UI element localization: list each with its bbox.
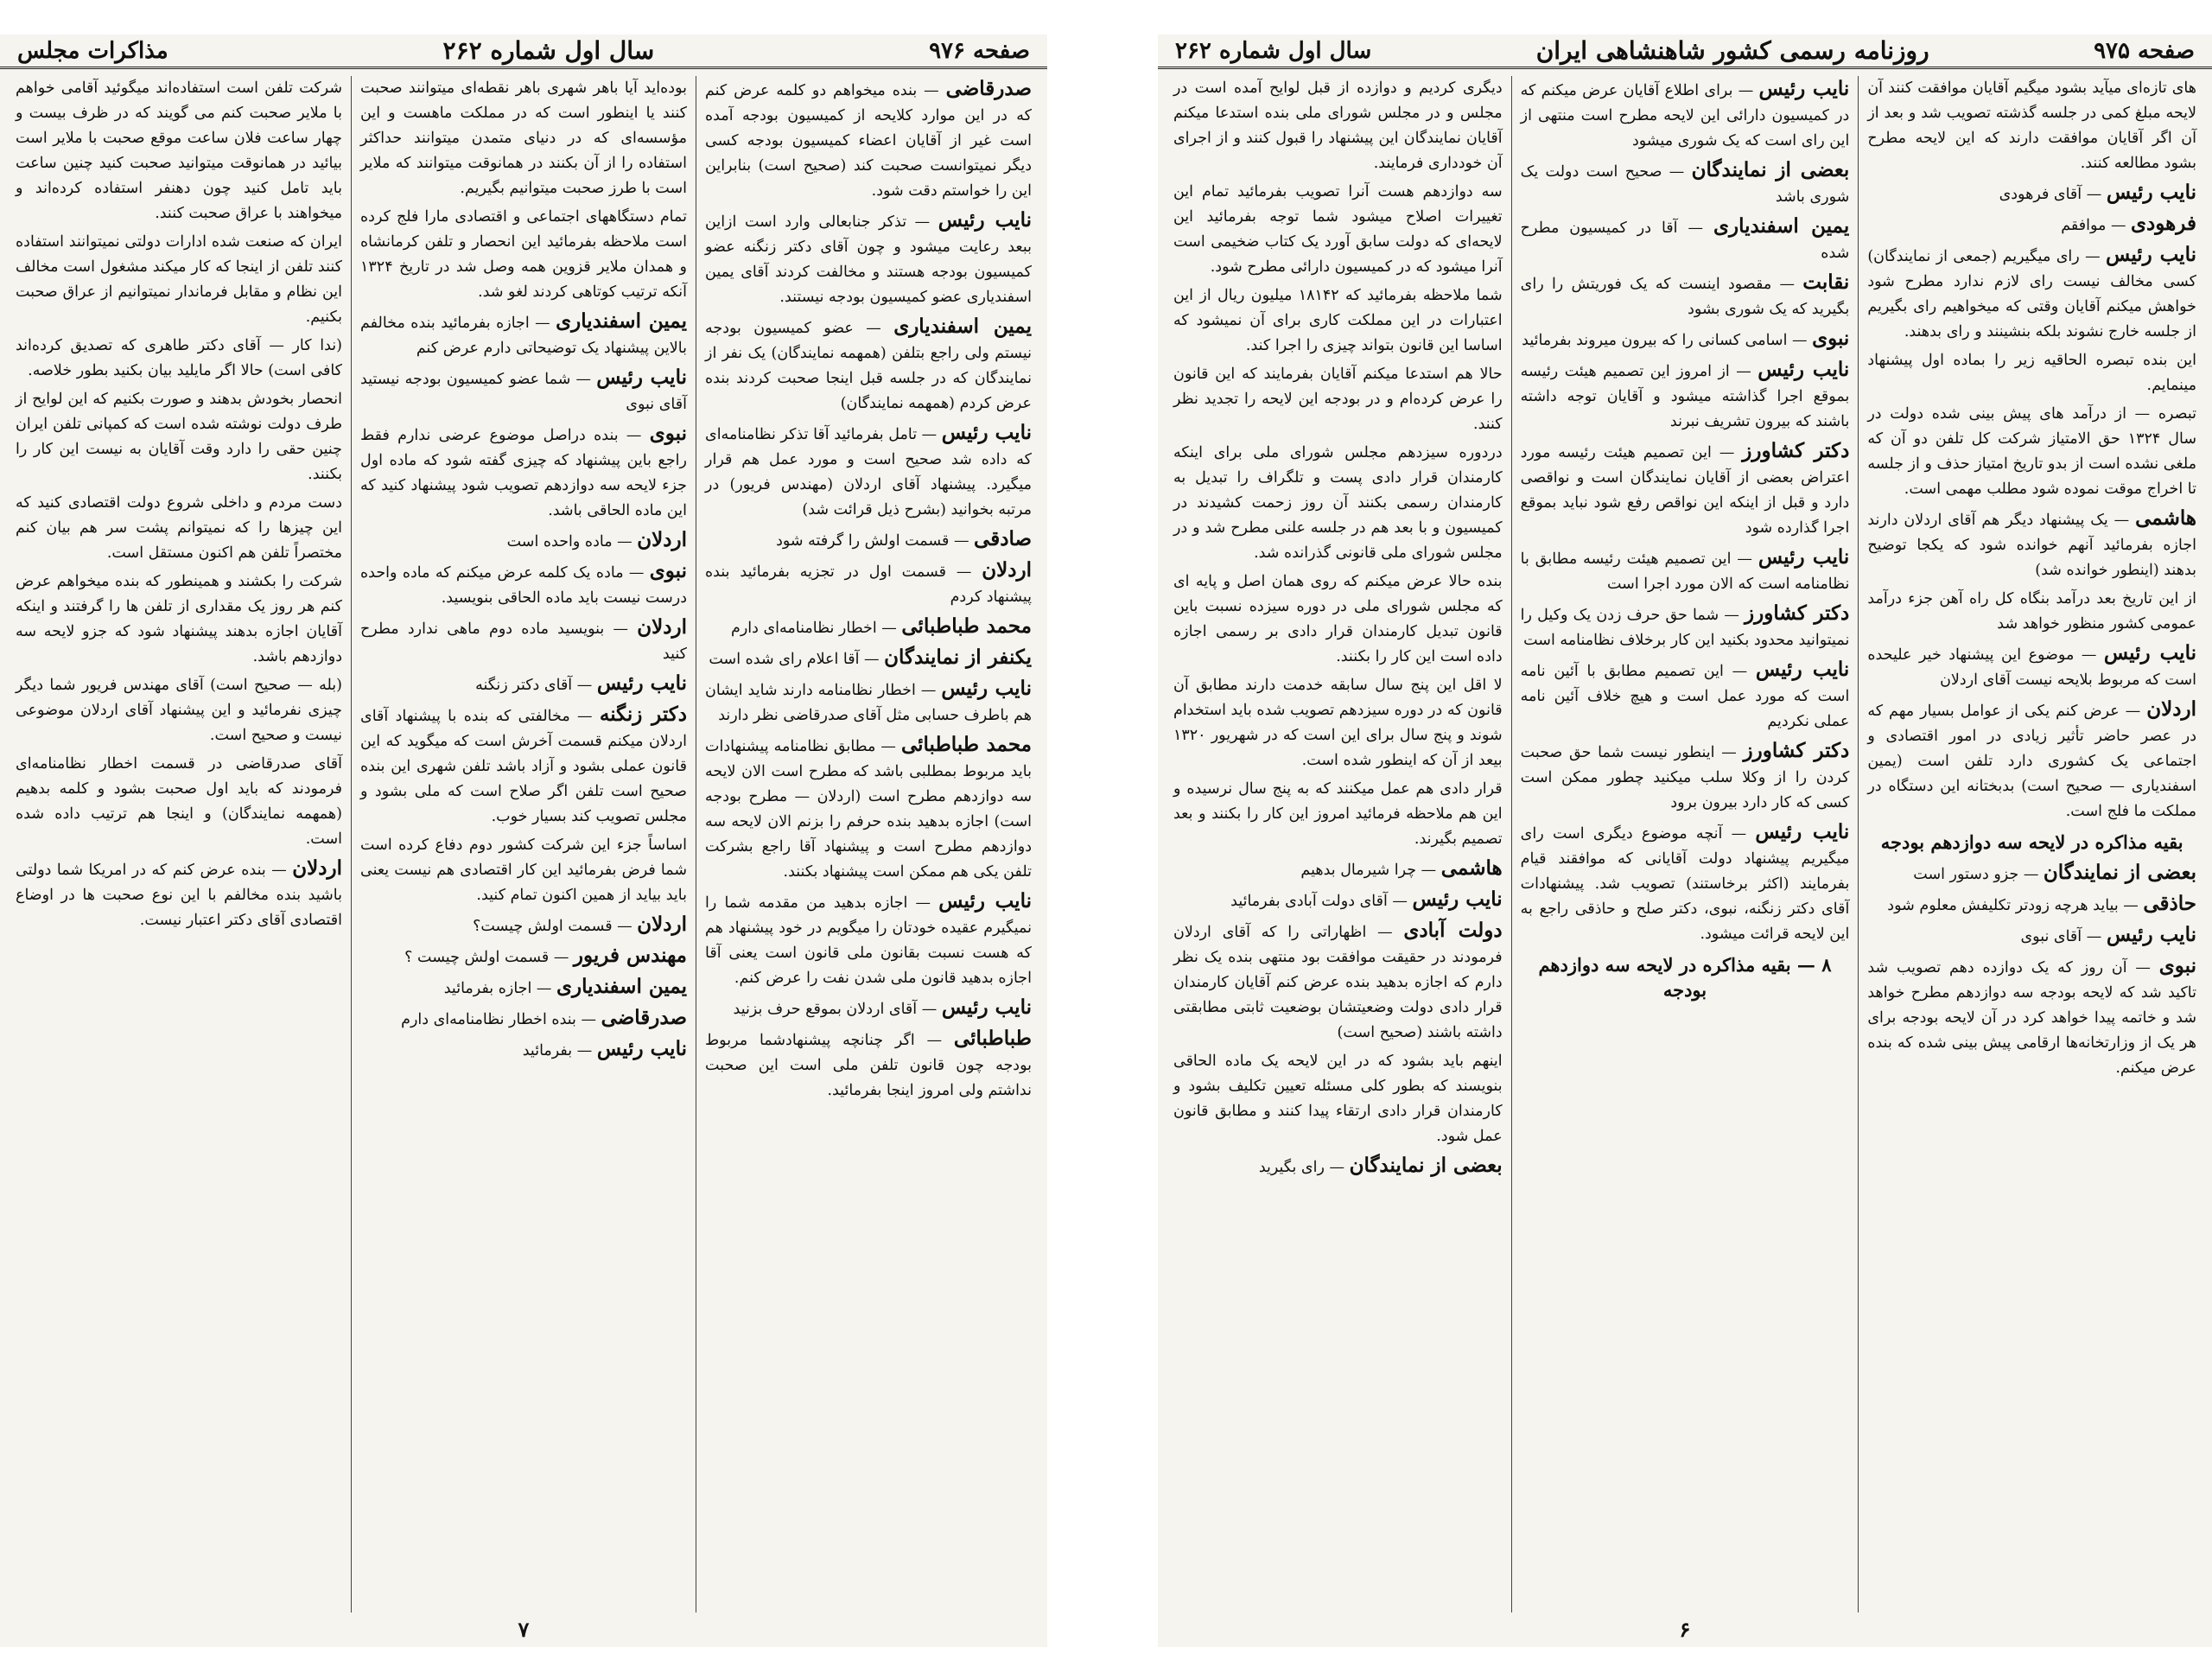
speaker-name: نایب رئیس: [596, 1037, 687, 1060]
speech-text: — بنده اخطار نظامنامه‌ای دارم: [401, 1011, 596, 1028]
speech-paragraph: [705, 995, 1032, 1022]
speech-paragraph: [705, 676, 1032, 728]
speech-text: — تامل بفرمائید آقا تذکر نظامنامه‌ای که داده شد صحیح است و مورد عمل هم قرار میگیرد. پیشنهاد آقای اردلان (مهندس فریور) در مرتبه بخوانید (بشرح ذیل قرائت شد): [705, 426, 1032, 518]
speech-paragraph: [1867, 860, 2196, 887]
speech-text: — آقای فرهودی: [1999, 186, 2102, 203]
speech-paragraph: [360, 614, 687, 667]
speech-paragraph: [360, 912, 687, 939]
speech-text: ایران که صنعت شده ادارات دولتی نمیتوانند استفاده کنند تلفن از اینجا که کار میکند مشغول است مخالف این نظام و مقابل فرماندار نمیتوانیم از عراق صحبت بکنیم.: [16, 233, 342, 326]
speech-paragraph: [360, 365, 687, 417]
speech-paragraph: [1867, 76, 2196, 176]
speech-text: — آقای اردلان بموقع حرف بزنید: [733, 1001, 938, 1018]
speech-text: لا اقل این پنج سال سابقه خدمت دارند مطابق آن قانون که در دوره سیزدهم تصویب شده باید استخدام شوند و پنج سال برای این است که در شهریور ۱۳۲۰ بیعد از آن که اینطور شده است.: [1173, 677, 1503, 769]
speech-text: — بنده میخواهم دو کلمه عرض کنم که در این موارد کلایحه از کمیسیون بودجه آمده است غیر از آقایان اعضاء کمیسیون بودجه کسی دیگر نمیتوانست صحبت کند (صحیح است) بنابراین این را خواستم دقت شود.: [705, 82, 1032, 200]
header-center-text: روزنامه رسمی کشور شاهنشاهی ایران: [1535, 36, 1929, 65]
speech-text: حالا هم استدعا میکنم آقایان بفرمایند که این قانون را عرض کرده‌ام و در بودجه این لایحه را تجدید نظر کنند.: [1173, 366, 1503, 433]
speech-text: — این تصمیم مطابق با آئین نامه است که مورد عمل است و هیچ خلاف آئین نامه عملی نکردیم: [1520, 663, 1850, 730]
speech-text: — از امروز این تصمیم هیئت رئیسه بموقع اجرا گذاشته میشود و آقایان توجه داشته باشند که بیرون تشریف نبرند: [1520, 363, 1850, 430]
speaker-name: نبوی: [649, 422, 687, 445]
speaker-name: نقابت: [1802, 270, 1850, 294]
speech-text: — اجازه بفرمائید بنده مخالفم بالاین پیشنهاد یک توضیحاتی دارم عرض کنم: [360, 315, 687, 357]
text-column: [1858, 76, 2205, 1613]
speech-text: — مقصود اینست که یک فوریتش را رای بگیرید که یک شوری بشود: [1520, 276, 1850, 318]
speech-paragraph: [360, 974, 687, 1002]
speech-paragraph: [16, 387, 342, 487]
speaker-name: بعضی از نمایندگان: [2043, 861, 2196, 884]
speech-text: — قسمت اولش را گرفته شود: [776, 532, 969, 550]
speaker-name: دکتر زنگنه: [599, 703, 687, 726]
speech-text: — شما عضو کمیسیون بودجه نیستید آقای نبوی: [360, 371, 687, 413]
header-left-text: مذاکرات مجلس: [17, 37, 168, 64]
speech-paragraph: [360, 309, 687, 361]
speech-text: بوده‌اید آیا باهر شهری باهر نقطه‌ای میتوانند صحبت کنند یا اینطور است که در مملکت ماهست و این مؤسسه‌ای که در دنیای متمدن میتوانند حداکثر استفاده را از آن بکنند در همانوقت میتوانند که ملایر است با طرز صحبت میتوانیم بگیریم.: [360, 80, 687, 197]
speech-text: — این تصمیم هیئت رئیسه مطابق با نظامنامه است که الان مورد اجرا است: [1520, 550, 1850, 593]
speech-text: این بنده تبصره الحاقیه زیر را بماده اول پیشنهاد مینمایم.: [1867, 352, 2196, 394]
speaker-name: یمین اسفندیاری: [556, 309, 687, 333]
speech-paragraph: [1867, 953, 2196, 1081]
speech-paragraph: [1867, 697, 2196, 824]
speech-paragraph: [1173, 283, 1503, 359]
speech-paragraph: [1173, 569, 1503, 670]
speaker-name: اردلان: [637, 615, 687, 639]
header-right-text: صفحه ۹۷۵: [2094, 37, 2195, 64]
speech-paragraph: [1867, 348, 2196, 398]
speaker-name: صدرقاضی: [945, 77, 1032, 100]
speech-text: — بنده دراصل موضوع عرضی ندارم فقط راجع باین پیشنهاد که چیزی گفته شود که ماده اول جزء لایحه سه دوازدهم تصویب شود پیشنهاد کنید که این ماده الحاقی باشد.: [360, 427, 687, 519]
speech-text: ۸ — بقیه مذاکره در لایحه سه دوازدهم بودجه: [1538, 954, 1832, 1001]
speech-paragraph: [16, 856, 342, 933]
speech-text: — شما حق حرف زدن یک وکیل را نمیتوانید محدود بکنید این کار برخلاف نظامنامه است: [1520, 607, 1850, 649]
speaker-name: بعضی از نمایندگان: [1349, 1154, 1503, 1177]
speech-text: — قسمت اول در تجزیه بفرمائید بنده پیشنهاد کردم: [705, 563, 1032, 606]
speech-paragraph: [360, 76, 687, 201]
speech-text: — جزو دستور است: [1913, 866, 2039, 883]
speech-paragraph: [360, 943, 687, 970]
speaker-name: دکتر کشاورز: [1742, 439, 1850, 462]
speech-paragraph: [1867, 891, 2196, 919]
speaker-name: نایب رئیس: [1758, 545, 1850, 569]
speech-text: بنده حالا عرض میکنم که روی همان اصل و پایه ای که مجلس شورای ملی در دوره سیزده نسبت باین قانون تبدیل کارمندان قرار دادی بر رسمی اجازه داده است این کار را بکنند.: [1173, 573, 1503, 665]
speech-text: — برای اطلاع آقایان عرض میکنم که در کمیسیون دارائی این لایحه مطرح است منتهی از این رای است که یک شوری میشود: [1520, 82, 1850, 149]
speech-text: سه دوازدهم هست آنرا تصویب بفرمائید تمام این تغییرات اصلاح میشود شما توجه بفرمائید این لایحه‌ای که دولت سابق آورد یک کتاب ضخیمی است آنرا میشود که در کمیسیون دارائی مطرح شود.: [1173, 183, 1503, 276]
speech-paragraph: [1867, 640, 2196, 693]
speaker-name: محمد طباطبائی: [901, 614, 1032, 638]
page-number: ۷: [518, 1617, 530, 1642]
speech-text: — آنچه موضوع دیگری است رای میگیریم پیشنهاد دولت آقایانی که موافقند قیام بفرمایند (اکثر برخاستند) تصویب شد. پیشنهادات آقای دکتر زنگنه، نبوی، دکتر صلح و حاذقی راجع به این لایحه قرائت میشود.: [1520, 825, 1850, 943]
header-right-text: صفحه ۹۷۶: [929, 37, 1030, 64]
speech-paragraph: [1173, 1049, 1503, 1149]
speech-paragraph: [1521, 357, 1850, 435]
speech-text: — آقا در کمیسیون مطرح شده: [1520, 219, 1850, 262]
speech-paragraph: [1521, 601, 1850, 653]
speech-text: — ماده واحده است: [506, 533, 632, 550]
text-columns: [1165, 76, 2205, 1613]
speech-text: — قسمت اولش چیست ؟: [404, 949, 569, 966]
speech-text: — رای میگیریم (جمعی از نمایندگان) کسی مخالف نیست رای لازم ندارد مطرح شود خواهش میکنم آقایان وقتی که میخواهیم رای بگیریم از جلسه خارج نشوند بلکه بنشینند و رای بدهند.: [1867, 248, 2196, 340]
speaker-name: نایب رئیس: [941, 677, 1032, 700]
speech-text: — موافقم: [2061, 217, 2126, 234]
speech-paragraph: [360, 527, 687, 555]
speech-paragraph: [1521, 738, 1850, 816]
header-center-text: سال اول شماره ۲۶۲: [442, 36, 655, 65]
section-heading: [1867, 830, 2196, 855]
speech-text: — اسامی کسانی را که بیرون میروند بفرمائید: [1522, 332, 1808, 349]
speech-text: — قسمت اولش چیست؟: [473, 918, 632, 935]
speaker-name: نایب رئیس: [938, 208, 1032, 232]
speaker-name: نایب رئیس: [596, 366, 687, 389]
speech-paragraph: [1521, 76, 1850, 154]
speech-paragraph: [1867, 922, 2196, 950]
speech-paragraph: [360, 205, 687, 305]
speech-text: — تذکر جنابعالی وارد است ازاین ببعد رعایت میشود و چون آقای دکتر زنگنه عضو کمیسیون بودجه هستند و مخالفت کردند آقای یمین اسفندیاری عضو کمیسیون بودجه نیستند.: [705, 213, 1032, 306]
speech-text: — اینطور نیست شما حق صحبت کردن را از وکلا سلب میکنید چطور ممکن است کسی که کار دارد بیرون برود: [1520, 744, 1850, 811]
speaker-name: صادقی: [974, 527, 1032, 550]
speech-text: شرکت را بکشند و همینطور که بنده میخواهم عرض کنم هر روز یک مقداری از تلفن ها را گرفتند و اینکه آقایان اجازه بدهند پیشنهاد شود که جزو لایحه سه دوازدهم باشد.: [16, 573, 342, 665]
speech-text: شرکت تلفن است استفاده‌اند میگوئید آقامی خواهم با ملایر صحبت کنم می گویند که در ظرف بیست و چهار ساعت فلان ساعت موقع صحبت با ملایر است بیائید در همانوقت میتوانید صحبت کنید چنین ساعت باید تامل کنید چون دهنفر استفاده کرده‌اند و میخواهند با عراق صحبت کنند.: [16, 80, 342, 222]
speaker-name: بعضی از نمایندگان: [1691, 158, 1850, 181]
speaker-name: نایب رئیس: [2106, 923, 2196, 946]
speaker-name: نایب رئیس: [938, 889, 1032, 913]
right-page: [1158, 35, 2212, 1647]
speech-paragraph: [16, 334, 342, 384]
speech-text: — موضوع این پیشنهاد خیر علیحده است که مربوط بلایحه نیست آقای اردلان: [1867, 646, 2196, 689]
speaker-name: نایب رئیس: [2106, 243, 2196, 266]
speech-text: — ماده یک کلمه عرض میکنم که ماده واحده درست نیست باید ماده الحاقی بنویسید.: [360, 564, 687, 607]
speech-text: — اجازه بفرمائید: [443, 980, 552, 997]
speaker-name: نبوی: [1812, 327, 1850, 350]
speech-paragraph: [16, 230, 342, 330]
speech-paragraph: [1521, 213, 1850, 266]
speech-text: — مخالفتی که بنده با پیشنهاد آقای اردلان میکنم قسمت آخرش است که میگوید که این قانون عملی بشود و آزاد باشد تلفن شهری این بنده صحیح است تلفن اگر صلاح است که ملی بشود و مجلس تصویب کند بسیار خوب.: [360, 708, 687, 825]
speech-text: انحصار بخودش بدهند و صورت بکنیم که این لوایح از طرف دولت نوشته شده است که کمپانی تلفن ایران چنین حقی را دارد وقت آقایان به نیست این کار را بکنند.: [16, 391, 342, 483]
speech-paragraph: [1521, 157, 1850, 210]
speech-text: — اخطار نظامنامه دارند شاید ایشان هم باطرف حسابی مثل آقای صدرقاضی نظر دارند: [705, 682, 1032, 724]
speaker-name: نایب رئیس: [2106, 181, 2196, 204]
speaker-name: حاذقی: [2143, 892, 2196, 915]
speaker-name: نایب رئیس: [596, 671, 687, 695]
speaker-name: نایب رئیس: [1758, 77, 1850, 100]
speech-text: — بفرمائید: [522, 1042, 593, 1059]
speech-text: (بله — صحیح است) آقای مهندس فریور شما دیگر چیزی نفرمائید و این پیشنهاد آقای اردلان موضوعی نیست و صحیح است.: [16, 677, 342, 744]
speech-paragraph: [705, 526, 1032, 554]
speech-paragraph: [1173, 1153, 1503, 1180]
speaker-name: یمین اسفندیاری: [556, 975, 687, 998]
speech-text: اساساً جزء این شرکت کشور دوم دفاع کرده است شما فرض بفرمائید این کار اقتصادی هم نیست یعنی باید بیاید از همین اکنون تمام کنید.: [360, 836, 687, 904]
speaker-name: دکتر کشاورز: [1745, 601, 1850, 625]
speech-text: — اظهاراتی را که آقای اردلان فرمودند در حقیقت موافقت بود منتهی بنده یک نظر دارم که اجازه بدهید بنده عرض کنم آقایان کارمندان قرار دادی دولت وضعیتشان بوضعیت ثابتی مطابقتی داشته باشند (صحیح است): [1173, 924, 1503, 1041]
speech-paragraph: [1173, 856, 1503, 883]
speaker-name: نایب رئیس: [1412, 887, 1503, 911]
speech-paragraph: [1867, 242, 2196, 345]
speech-paragraph: [705, 1026, 1032, 1104]
left-page: [0, 35, 1047, 1647]
speaker-name: هاشمی: [1440, 856, 1503, 880]
speech-text: دست مردم و داخلی شروع دولت اقتصادی کنید که این چیزها را که نمیتوانم پشت سر هم بیان کنم مختصراً تلفن هم اکنون مستقل است.: [16, 494, 342, 562]
speech-paragraph: [1173, 362, 1503, 437]
speech-paragraph: [360, 702, 687, 830]
text-columns: [7, 76, 1040, 1613]
speaker-name: دکتر کشاورز: [1743, 739, 1850, 762]
speech-paragraph: [1867, 402, 2196, 502]
speech-paragraph: [1867, 506, 2196, 583]
header-left-text: سال اول شماره ۲۶۲: [1175, 37, 1372, 64]
speaker-name: یمین اسفندیاری: [893, 315, 1033, 338]
speech-paragraph: [1867, 211, 2196, 239]
speaker-name: صدرقاضی: [601, 1006, 687, 1029]
speech-text: تمام دستگاههای اجتماعی و اقتصادی مارا فلج کرده است ملاحظه بفرمائید این انحصار و تلفن کرمانشاه و همدان ملایر قزوین همه وصل شد در تاریخ ۱۳۲۴ آنکه ترتیب کوتاهی کردند لغو شد.: [360, 208, 687, 301]
speech-text: — آقای نبوی: [2020, 928, 2102, 945]
speech-text: قرار دادی هم عمل میکنند که به پنج سال نرسیده و این هم ملاحظه فرمائید امروز این کار را بکنند و بعد تصمیم بگیرند.: [1173, 780, 1503, 848]
speech-text: — آقای دکتر زنگنه: [475, 677, 593, 694]
speech-text: دردوره سیزدهم مجلس شورای ملی برای اینکه کارمندان قرار دادی پست و تلگراف را تبدیل به کارمندان رسمی بکنند آن روز زحمت کشیدند در کمیسیون و با بعد هم در جلسه علنی مطرح شد و در مجلس شورای ملی قانونی گذرانده شد.: [1173, 444, 1503, 562]
speech-text: — صحیح است دولت یک شوری باشد: [1520, 163, 1850, 206]
speech-paragraph: [16, 76, 342, 226]
speech-text: — آقای دولت آبادی بفرمائید: [1230, 893, 1408, 910]
speech-paragraph: [705, 614, 1032, 641]
speech-paragraph: [1521, 326, 1850, 353]
speech-text: — مطابق نظامنامه پیشنهادات باید مربوط بمطلبی باشد که مطرح است الان لایحه سه دوازدهم مطرح است (اردلان — مطرح بودجه است) اجازه بدهید بنده حرفم را بزنم الان لایحه سه دوازدهم مطرح است و پیشنهاد آقا راجع بشرکت تلفن یکی هم ممکن است پیشنهاد بکنند.: [705, 738, 1032, 881]
speaker-name: اردلان: [982, 558, 1032, 582]
speech-text: از این تاریخ بعد درآمد بنگاه کل راه آهن جزء درآمد عمومی کشور منظور خواهد شد: [1867, 590, 2196, 633]
speech-paragraph: [360, 558, 687, 611]
speaker-name: طباطبائی: [953, 1027, 1032, 1050]
speech-text: — عرض کنم یکی از عوامل بسیار مهم که در عصر حاضر تأثیر زیادی در امور اقتصادی و اجتماعی یک کشوری دارد تلفن است (یمین اسفندیاری — صحیح است) بدبختانه این دستگاه در مملکت ما فلج است.: [1867, 703, 2196, 820]
speech-paragraph: [16, 752, 342, 852]
section-heading: [1521, 952, 1850, 1002]
speech-paragraph: [1521, 657, 1850, 735]
speech-paragraph: [16, 569, 342, 670]
speech-paragraph: [16, 673, 342, 748]
speaker-name: نایب رئیس: [1755, 658, 1850, 681]
speech-text: اینهم باید بشود که در این لایحه یک ماده الحاقی بنویسند که بطور کلی مسئله تعیین تکلیف بشود و کارمندان قرار دادی ارتقاء پیدا کنند و مطابق قانون عمل شود.: [1173, 1053, 1503, 1145]
speech-paragraph: [1867, 180, 2196, 207]
page-gutter: [1047, 0, 1158, 1673]
speech-paragraph: [705, 420, 1032, 523]
speech-text: — اجازه بدهید من مقدمه شما را نمیگیرم عقیده خودتان را میگویم در خود پیشنهاد هم که هست نسبت بقانون ملی قانون است یعنی آقا اجازه بدهید قانون ملی شدن نفت را عرض کنم.: [705, 894, 1032, 987]
speech-paragraph: [705, 207, 1032, 310]
speech-paragraph: [1173, 777, 1503, 852]
text-column: [7, 76, 351, 1613]
speech-paragraph: [1173, 918, 1503, 1046]
speech-paragraph: [360, 1005, 687, 1033]
speech-paragraph: [1173, 180, 1503, 280]
speech-text: — چرا شیرمال بدهیم: [1300, 862, 1437, 879]
speech-paragraph: [1521, 819, 1850, 947]
speech-paragraph: [1867, 587, 2196, 637]
speech-paragraph: [1173, 887, 1503, 914]
speech-paragraph: [705, 645, 1032, 672]
speaker-name: یکنفر از نمایندگان: [884, 646, 1032, 669]
speaker-name: اردلان: [637, 913, 687, 936]
speech-text: — آن روز که یک دوازده دهم تصویب شد تاکید شد که لایحه بودجه سه دوازدهم مطرح خواهد شد و خاتمه پیدا خواهد کرد در آن لایحه بودجه برای هر یک از وزارتخانه‌ها ارقامی پیش بینی شده که بنده عرض میکنم.: [1867, 959, 2196, 1077]
speaker-name: مهندس فریور: [573, 944, 687, 967]
speech-paragraph: [1173, 673, 1503, 773]
speaker-name: نایب رئیس: [941, 421, 1032, 444]
speaker-name: دولت آبادی: [1403, 919, 1503, 942]
text-column: [1165, 76, 1511, 1613]
speech-paragraph: [705, 557, 1032, 610]
page-header: [0, 35, 1047, 69]
speech-paragraph: [360, 833, 687, 908]
speech-text: — بیاید هرچه زودتر تکلیفش معلوم شود: [1887, 897, 2139, 914]
speaker-name: نبوی: [649, 559, 687, 582]
speech-text: — این تصمیم هیئت رئیسه مورد اعتراض بعضی از آقایان نمایندگان است و نواقصی دارد و قبل از اینکه این نواقص رفع شود نباید بموقع اجرا گذارده شود: [1520, 444, 1850, 537]
speech-text: آقای صدرقاضی در قسمت اخطار نظامنامه‌ای فرمودند که باید اول صحبت بشود و کلمه بدهیم (همهمه نمایندگان) و اینجا هم ترتیب داده شده است.: [16, 755, 342, 848]
speaker-name: فرهودی: [2131, 212, 2196, 235]
speech-text: — بنویسید ماده دوم ماهی ندارد مطرح کنید: [360, 620, 687, 663]
speech-text: های تازه‌ای میآید بشود میگیم آقایان موافقت کنند آن لایحه مبلغ کمی در جلسه گذشته تصویب شد و بعد از آن اگر آقایان موافقت دارند که این لایحه مطرح بشود مطالعه کنند.: [1867, 80, 2196, 172]
speaker-name: نایب رئیس: [941, 996, 1032, 1019]
speech-text: بقیه مذاکره در لایحه سه دوازدهم بودجه: [1880, 831, 2183, 853]
speech-paragraph: [705, 732, 1032, 885]
speech-paragraph: [360, 421, 687, 524]
speech-text: — یک پیشنهاد دیگر هم آقای اردلان دارند اجازه بفرمائید آنهم خوانده شود که یکجا توضیح بدهند (اینطور خوانده شد): [1867, 512, 2196, 579]
speech-text: — رای بگیرید: [1258, 1159, 1344, 1176]
speech-paragraph: [360, 1036, 687, 1064]
speech-text: دیگری کردیم و دوازده از قبل لوایح آمده است در مجلس و در مجلس شورای ملی بنده استدعا میکنم آقایان نمایندگان این پیشنهاد را قبول کنند و از اجرای آن خودداری فرمایند.: [1173, 80, 1503, 172]
speech-text: — آقا اعلام رای شده است: [709, 651, 880, 668]
speech-text: — عضو کمیسیون بودجه نیستم ولی راجع بتلفن (همهمه نمایندگان) یک نفر از نمایندگان که در جلسه قبل اینجا صحبت کردند بنده عرض کردم (همهمه نمایندگان): [705, 320, 1032, 412]
speaker-name: نایب رئیس: [2103, 641, 2196, 665]
page-header: [1158, 35, 2212, 69]
speech-text: — بنده عرض کنم که در امریکا شما دولتی باشید بنده مخالفم با این نوع صحبت ها در اوضاع اقتصادی آقای دکتر اعتبار نیست.: [16, 862, 342, 929]
speaker-name: اردلان: [292, 856, 342, 880]
speech-text: شما ملاحظه بفرمائید که ۱۸۱۴۲ میلیون ریال از این اعتبارات در این مملکت کاری برای آن نمیشود که اساسا این قانون بتواند چیزی را اجرا کند.: [1173, 287, 1503, 354]
speech-paragraph: [705, 314, 1032, 417]
speaker-name: نبوی: [2158, 954, 2196, 977]
speaker-name: هاشمی: [2135, 506, 2196, 530]
text-column: [351, 76, 696, 1613]
speech-paragraph: [16, 491, 342, 566]
text-column: [1511, 76, 1859, 1613]
speaker-name: نایب رئیس: [1755, 820, 1850, 843]
speech-paragraph: [1521, 270, 1850, 322]
speech-paragraph: [1521, 544, 1850, 597]
speech-paragraph: [705, 888, 1032, 991]
speech-paragraph: [1173, 76, 1503, 176]
speaker-name: یمین اسفندیاری: [1713, 214, 1850, 238]
page-number: ۶: [1679, 1617, 1691, 1642]
speech-paragraph: [360, 671, 687, 698]
speech-text: تبصره — از درآمد های پیش بینی شده دولت در سال ۱۳۲۴ حق الامتیاز شرکت کل تلفن دو آن که ملغی نشده است از بدو تاریخ امتیاز حذف و از جلسه تا اخراج موقت نموده شود مطلب مهمی است.: [1867, 405, 2196, 498]
speaker-name: محمد طباطبائی: [900, 733, 1033, 756]
speech-paragraph: [1521, 438, 1850, 541]
speech-paragraph: [1173, 441, 1503, 566]
speaker-name: اردلان: [2146, 697, 2196, 721]
speech-paragraph: [705, 76, 1032, 204]
speaker-name: نایب رئیس: [1758, 358, 1850, 381]
speaker-name: اردلان: [637, 528, 687, 551]
text-column: [696, 76, 1040, 1613]
speech-text: — اخطار نظامنامه‌ای دارم: [730, 620, 897, 637]
speech-text: — اگر چنانچه پیشنهادشما مربوط بودجه چون قانون تلفن ملی است این صحبت نداشتم ولی امروز اینجا بفرمائید.: [705, 1032, 1032, 1099]
speech-text: (ندا کار — آقای دکتر طاهری که تصدیق کرده‌اند کافی است) حالا اگر مایلید بیان بکنید بطور خلاصه.: [16, 337, 342, 379]
